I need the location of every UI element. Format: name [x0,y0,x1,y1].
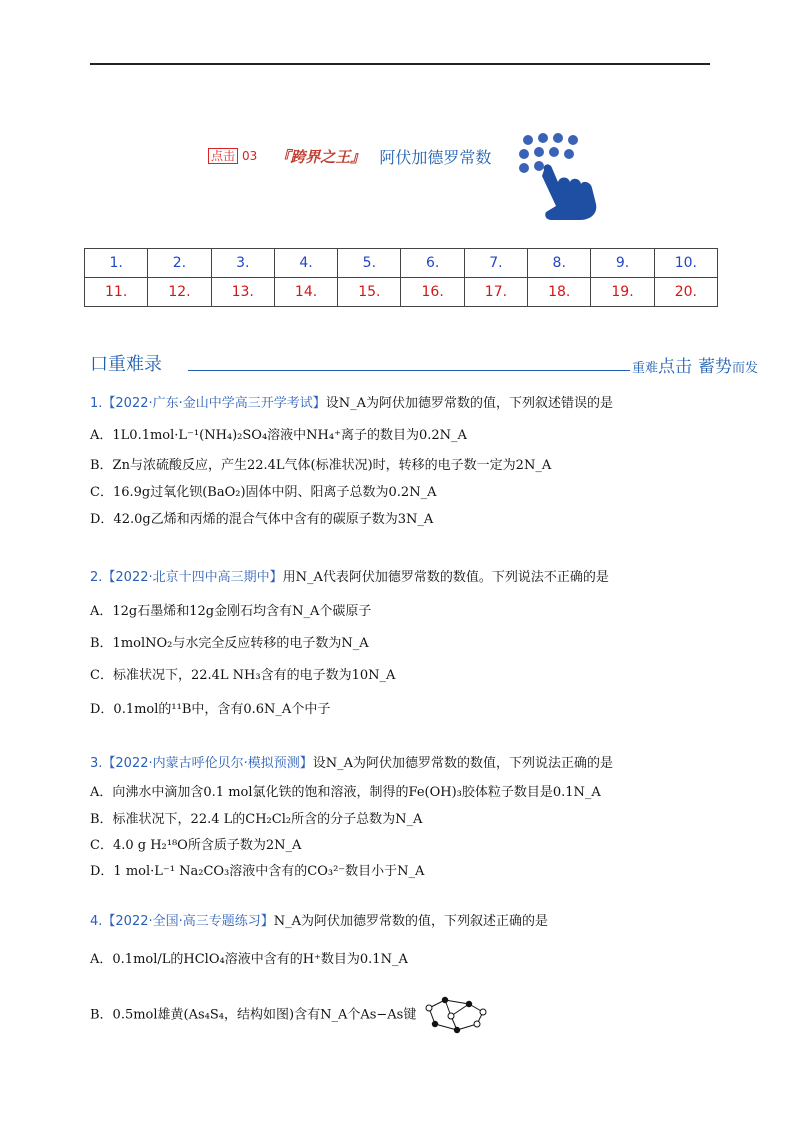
answer-cell[interactable]: 14. [274,278,337,307]
answer-cell[interactable]: 18. [528,278,591,307]
question-text: 用N_A代表阿伏加德罗常数的数值。下列说法不正确的是 [282,570,609,585]
answer-cell[interactable]: 4. [274,249,337,278]
slogan-part: 蓄势 [698,357,733,377]
question-1-stem [90,392,613,411]
realgar-structure-diagram [421,996,491,1034]
question-3-option-a[interactable]: A．向沸水中滴加含0.1 mol氯化铁的饱和溶液，制得的Fe(OH)₃胶体粒子数目是0.1N_A [90,785,601,800]
slogan-part: 而发 [732,361,759,376]
answer-cell[interactable]: 16. [401,278,464,307]
question-2-option-a[interactable]: A．12g石墨烯和12g金刚石均含有N_A个碳原子 [90,604,372,619]
banner-number: 03 [242,149,258,163]
question-3-option-b[interactable]: B．标准状况下，22.4 L的CH₂Cl₂所含的分子总数为N_A [90,812,423,827]
answer-cell[interactable]: 7. [464,249,527,278]
question-number: 2. [90,570,103,585]
question-number: 3. [90,756,103,771]
answer-cell[interactable]: 2. [148,249,211,278]
section-header [90,350,759,378]
answer-cell[interactable]: 6. [401,249,464,278]
answer-cell[interactable]: 11. [85,278,148,307]
question-source: 【2022·广东·金山中学高三开学考试】 [102,396,326,411]
question-2-option-c[interactable]: C．标准状况下，22.4L NH₃含有的电子数为10N_A [90,668,396,683]
section-underline [188,370,630,371]
answer-cell[interactable]: 17. [464,278,527,307]
section-title: 口重难录 [90,354,162,375]
question-source: 【2022·北京十四中高三期中】 [102,570,283,585]
answer-cell[interactable]: 20. [654,278,717,307]
answer-cell[interactable]: 1. [85,249,148,278]
question-1-option-b[interactable]: B．Zn与浓硫酸反应，产生22.4L气体(标准状况)时，转移的电子数一定为2N_A [90,458,552,473]
question-text: N_A为阿伏加德罗常数的值，下列叙述正确的是 [273,914,549,929]
answer-cell[interactable]: 8. [528,249,591,278]
section-slogan [632,352,758,377]
question-4-stem [90,910,548,929]
answer-cell[interactable]: 12. [148,278,211,307]
question-1-option-a[interactable]: A．1L0.1mol·L⁻¹(NH₄)₂SO₄溶液中NH₄⁺离子的数目为0.2N_A [90,428,467,443]
question-text: 设N_A为阿伏加德罗常数的值，下列叙述错误的是 [325,396,614,411]
question-3-option-d[interactable]: D．1 mol·L⁻¹ Na₂CO₃溶液中含有的CO₃²⁻数目小于N_A [90,864,425,879]
slogan-part: 重难 [632,361,659,376]
answer-row-2 [85,278,718,307]
question-2-option-b[interactable]: B．1molNO₂与水完全反应转移的电子数为N_A [90,636,369,651]
answer-table [84,248,718,307]
slogan-part: 点击 [658,357,693,377]
answer-cell[interactable]: 15. [338,278,401,307]
question-2-option-d[interactable]: D．0.1mol的¹¹B中，含有0.6N_A个中子 [90,702,331,717]
question-4-option-a[interactable]: A．0.1mol/L的HClO₄溶液中含有的H⁺数目为0.1N_A [90,952,408,967]
banner-title: 阿伏加德罗常数 [379,147,492,167]
answer-cell[interactable]: 10. [654,249,717,278]
answer-cell[interactable]: 13. [211,278,274,307]
question-3-stem [90,752,613,771]
answer-cell[interactable]: 9. [591,249,654,278]
question-source: 【2022·内蒙古呼伦贝尔·模拟预测】 [102,756,313,771]
question-4-option-b[interactable] [90,996,491,1034]
question-3-option-c[interactable]: C．4.0 g H₂¹⁸O所含质子数为2N_A [90,838,302,853]
question-source: 【2022·全国·高三专题练习】 [102,914,274,929]
answer-cell[interactable]: 19. [591,278,654,307]
pointing-hand-icon [512,130,612,222]
top-rule [90,63,710,65]
question-1-option-d[interactable]: D．42.0g乙烯和丙烯的混合气体中含有的碳原子数为3N_A [90,512,434,527]
question-4-option-b-text: B．0.5mol雄黄(As₄S₄，结构如图)含有N_A个As−As键 [90,1007,417,1023]
answer-row-1 [85,249,718,278]
answer-cell[interactable]: 5. [338,249,401,278]
banner-bracket-title: 『跨界之王』 [275,147,366,166]
question-2-stem [90,566,609,585]
question-1-option-c[interactable]: C．16.9g过氧化钡(BaO₂)固体中阴、阳离子总数为0.2N_A [90,485,437,500]
question-text: 设N_A为阿伏加德罗常数的数值，下列说法正确的是 [312,756,614,771]
section-banner [208,146,491,166]
question-number: 4. [90,914,103,929]
answer-cell[interactable]: 3. [211,249,274,278]
banner-badge: 点击 [208,148,238,164]
question-number: 1. [90,396,103,411]
